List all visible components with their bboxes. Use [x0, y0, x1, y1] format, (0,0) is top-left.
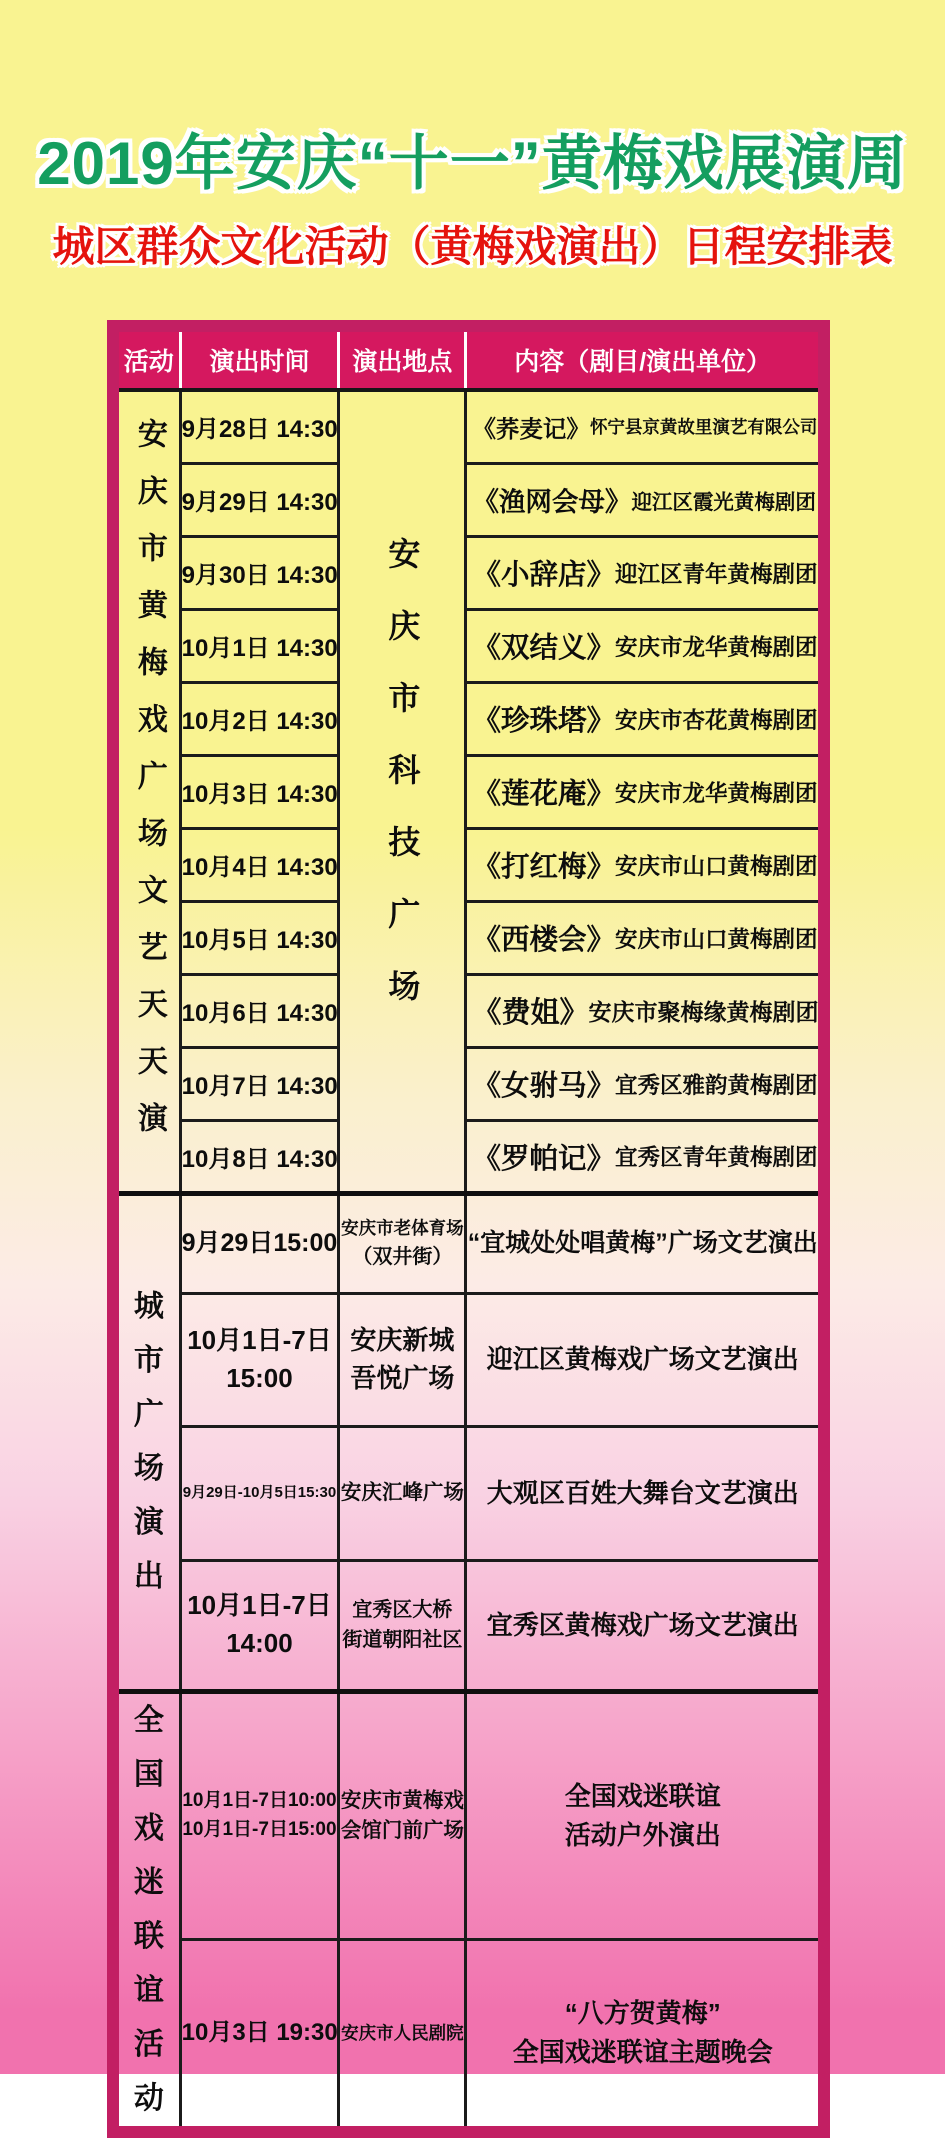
time-line: 15:00	[226, 1362, 293, 1393]
troupe-name: 怀宁县京黄故里演艺有限公司	[589, 417, 818, 438]
activity-line: 活动	[133, 2027, 164, 2115]
table-row	[113, 463, 824, 536]
time-line: 10月1日-7日	[187, 1590, 332, 1621]
content-cell	[466, 755, 824, 828]
location-line: 安庆市人民剧院	[341, 2022, 464, 2043]
section-daily-plaza-shows	[113, 390, 824, 1193]
location-cell	[339, 1426, 466, 1560]
table-row	[113, 682, 824, 755]
content-cell	[466, 682, 824, 755]
schedule-table	[107, 320, 830, 2138]
activity-line: 城市	[133, 1290, 164, 1377]
activity-cell	[113, 1691, 180, 2132]
location-line: 会馆门前广场	[340, 1818, 464, 1842]
location-line: 安庆市黄梅戏	[340, 1789, 464, 1813]
location-cell	[339, 390, 466, 1193]
time-text: 9月29日-10月5日15:30	[182, 1483, 337, 1501]
location-label: 安庆市科技广场	[384, 536, 421, 1041]
troupe-name: 宜秀区青年黄梅剧团	[614, 1145, 818, 1170]
troupe-name: 宜秀区雅韵黄梅剧团	[614, 1072, 818, 1098]
content-cell	[466, 1047, 824, 1120]
play-title: 《双结义》	[472, 632, 615, 664]
play-title: 《西楼会》	[472, 924, 615, 956]
time-text: 10月5日 14:30	[181, 927, 338, 954]
content-text: 宜秀区黄梅戏广场文艺演出	[486, 1609, 799, 1640]
header-row	[113, 326, 824, 390]
content-text: 大观区百姓大舞台文艺演出	[486, 1477, 799, 1508]
play-title: 《罗帕记》	[472, 1142, 615, 1175]
time-cell	[180, 1120, 339, 1193]
content-cell	[466, 1560, 824, 1691]
play-title: 《小辞店》	[472, 559, 615, 591]
time-cell	[180, 1691, 339, 1940]
location-line: 街道朝阳社区	[342, 1629, 463, 1651]
time-text: 10月8日 14:30	[181, 1145, 338, 1173]
table-row	[113, 390, 824, 463]
troupe-name: 迎江区青年黄梅剧团	[614, 561, 818, 587]
table-header	[113, 326, 824, 390]
content-cell	[466, 1940, 824, 2132]
play-title: 《打红梅》	[472, 851, 615, 883]
location-cell	[339, 1293, 466, 1426]
table-row	[113, 1426, 824, 1560]
time-cell	[180, 1560, 339, 1691]
troupe-name: 安庆市山口黄梅剧团	[614, 926, 818, 952]
table-row	[113, 609, 824, 682]
play-title: 《珍珠塔》	[472, 705, 615, 737]
content-cell	[466, 1426, 824, 1560]
location-line: 安庆新城	[350, 1324, 455, 1355]
time-text: 9月29日 14:30	[181, 489, 338, 516]
table-row	[113, 828, 824, 901]
time-cell	[180, 682, 339, 755]
time-cell	[180, 828, 339, 901]
content-text: 迎江区黄梅戏广场文艺演出	[486, 1344, 799, 1374]
play-title: 《荞麦记》	[472, 415, 590, 442]
content-cell	[466, 1691, 824, 1940]
location-cell	[339, 1193, 466, 1293]
location-cell	[339, 1560, 466, 1691]
time-cell	[180, 609, 339, 682]
activity-line: 演出	[133, 1506, 164, 1593]
table-row	[113, 1560, 824, 1691]
time-text: 10月1日 14:30	[181, 635, 338, 662]
content-cell	[466, 390, 824, 463]
location-line: 安庆汇峰广场	[340, 1481, 464, 1505]
table-row	[113, 755, 824, 828]
table-row	[113, 1193, 824, 1293]
time-line: 10月1日-7日10:00	[182, 1790, 337, 1812]
time-text: 10月3日 14:30	[181, 781, 338, 808]
time-text: 10月4日 14:30	[181, 854, 338, 881]
table-row	[113, 1047, 824, 1120]
col-header-activity: 活动	[113, 326, 180, 390]
content-line: “八方贺黄梅”	[564, 1998, 721, 2029]
play-title: 《费姐》	[472, 997, 589, 1029]
play-title: 《女驸马》	[472, 1070, 615, 1102]
content-line: 全国戏迷联谊	[564, 1780, 721, 1811]
col-header-content: 内容（剧目/演出单位）	[466, 326, 824, 390]
time-text: 9月29日15:00	[181, 1229, 338, 1258]
activity-line: 戏迷	[133, 1811, 164, 1899]
col-header-location: 演出地点	[339, 326, 466, 390]
table-row	[113, 1293, 824, 1426]
play-title: 《渔网会母》	[472, 487, 632, 517]
section-city-square-shows	[113, 1193, 824, 1691]
content-cell	[466, 1293, 824, 1426]
troupe-name: 安庆市龙华黄梅剧团	[614, 634, 818, 660]
activity-cell	[113, 1193, 180, 1691]
location-line: （双井街）	[352, 1245, 453, 1268]
play-title: 《莲花庵》	[472, 778, 615, 810]
table-row	[113, 1120, 824, 1193]
page-title: 2019年安庆“十一”黄梅戏展演周	[37, 130, 908, 197]
time-text: 9月30日 14:30	[181, 562, 338, 589]
troupe-name: 迎江区霞光黄梅剧团	[631, 490, 816, 514]
activity-cell	[113, 390, 180, 1193]
content-cell	[466, 463, 824, 536]
time-cell	[180, 390, 339, 463]
time-cell	[180, 1293, 339, 1426]
time-cell	[180, 901, 339, 974]
time-text: 10月7日 14:30	[181, 1073, 338, 1100]
content-cell	[466, 828, 824, 901]
time-text: 10月2日 14:30	[181, 708, 338, 735]
location-cell	[339, 1691, 466, 1940]
time-cell	[180, 974, 339, 1047]
troupe-name: 安庆市山口黄梅剧团	[614, 853, 818, 879]
time-cell	[180, 536, 339, 609]
time-cell	[180, 463, 339, 536]
activity-line: 联谊	[133, 1919, 164, 2007]
time-cell	[180, 1940, 339, 2132]
content-text: “宜城处处唱黄梅”广场文艺演出	[467, 1228, 818, 1257]
table-row	[113, 1940, 824, 2132]
troupe-name: 安庆市聚梅缘黄梅剧团	[588, 999, 819, 1025]
table-row	[113, 974, 824, 1047]
activity-label: 安庆市黄梅戏广场文艺天天演	[132, 418, 166, 1160]
troupe-name: 安庆市杏花黄梅剧团	[614, 707, 818, 733]
section-national-fan-club	[113, 1691, 824, 2132]
content-cell	[466, 1193, 824, 1293]
location-line: 吾悦广场	[350, 1362, 455, 1393]
activity-line: 广场	[133, 1398, 164, 1485]
time-line: 14:00	[226, 1628, 293, 1658]
time-line: 10月1日-7日15:00	[182, 1818, 337, 1840]
location-line: 安庆市老体育场	[341, 1218, 464, 1239]
location-line: 宜秀区大桥	[352, 1599, 453, 1621]
content-cell	[466, 901, 824, 974]
content-cell	[466, 1120, 824, 1193]
location-cell	[339, 1940, 466, 2132]
table-row	[113, 901, 824, 974]
time-cell	[180, 1426, 339, 1560]
time-text: 9月28日 14:30	[181, 416, 338, 444]
time-cell	[180, 1193, 339, 1293]
content-line: 活动户外演出	[564, 1819, 721, 1850]
time-cell	[180, 1047, 339, 1120]
time-line: 10月1日-7日	[187, 1324, 332, 1355]
col-header-time: 演出时间	[180, 326, 339, 390]
time-text: 10月6日 14:30	[181, 1000, 338, 1027]
troupe-name: 安庆市龙华黄梅剧团	[614, 780, 818, 806]
page-subtitle: 城区群众文化活动（黄梅戏演出）日程安排表	[52, 223, 893, 270]
content-line: 全国戏迷联谊主题晚会	[512, 2037, 773, 2068]
time-cell	[180, 755, 339, 828]
content-cell	[466, 609, 824, 682]
table-row	[113, 536, 824, 609]
content-cell	[466, 974, 824, 1047]
activity-line: 全国	[133, 1703, 164, 1791]
time-text: 10月3日 19:30	[181, 2018, 338, 2046]
table-row	[113, 1691, 824, 1940]
content-cell	[466, 536, 824, 609]
